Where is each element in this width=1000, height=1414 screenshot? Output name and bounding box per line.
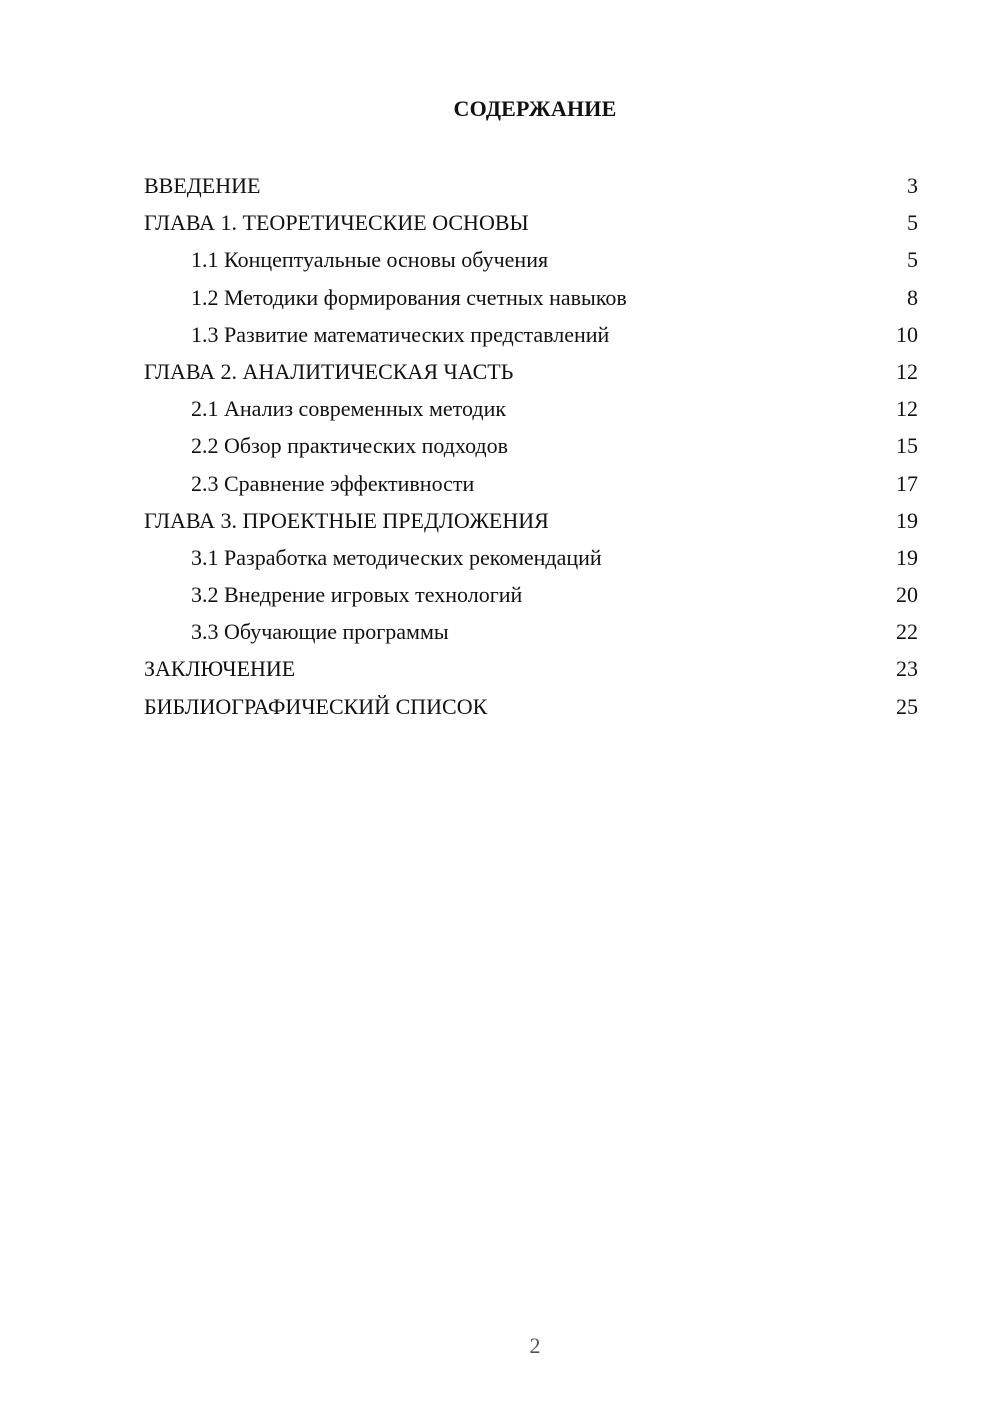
toc-chapter-entry[interactable]: [144, 502, 918, 539]
toc-entry-label: 1.3 Развитие математических представлений: [191, 321, 610, 347]
toc-entry-page: 12: [896, 358, 918, 384]
toc-entry-label: 1.2 Методики формирования счетных навыков: [191, 284, 627, 310]
toc-section-entry[interactable]: [144, 390, 918, 427]
toc-section-entry[interactable]: [144, 316, 918, 353]
toc-entry-label: ЗАКЛЮЧЕНИЕ: [144, 656, 296, 682]
toc-heading: СОДЕРЖАНИЕ: [453, 96, 617, 121]
toc-section-entry[interactable]: [144, 241, 918, 278]
toc-entry-page: 22: [896, 619, 918, 645]
table-of-contents: [144, 167, 918, 725]
toc-entry-label: 1.1 Концептуальные основы обучения: [191, 247, 549, 273]
toc-entry-label: ГЛАВА 3. ПРОЕКТНЫЕ ПРЕДЛОЖЕНИЯ: [144, 507, 549, 533]
toc-section-entry[interactable]: [144, 465, 918, 502]
toc-chapter-entry[interactable]: [144, 353, 918, 390]
toc-entry-label: БИБЛИОГРАФИЧЕСКИЙ СПИСОК: [144, 693, 488, 719]
toc-entry-label: ГЛАВА 1. ТЕОРЕТИЧЕСКИЕ ОСНОВЫ: [144, 210, 529, 236]
toc-chapter-entry[interactable]: [144, 688, 918, 725]
toc-entry-page: 17: [896, 470, 918, 496]
toc-entry-label: 3.1 Разработка методических рекомендаций: [191, 544, 602, 570]
toc-chapter-entry[interactable]: [144, 167, 918, 204]
toc-entry-page: 12: [896, 396, 918, 422]
toc-entry-label: 2.3 Сравнение эффективности: [191, 470, 475, 496]
toc-entry-page: 23: [896, 656, 918, 682]
toc-entry-label: 2.1 Анализ современных методик: [191, 396, 507, 422]
toc-section-entry[interactable]: [144, 539, 918, 576]
toc-entry-page: 19: [896, 544, 918, 570]
toc-entry-page: 15: [896, 433, 918, 459]
toc-entry-page: 5: [907, 247, 918, 273]
toc-chapter-entry[interactable]: [144, 650, 918, 687]
toc-entry-page: 8: [907, 284, 918, 310]
page-number: 2: [529, 1333, 541, 1358]
toc-section-entry[interactable]: [144, 279, 918, 316]
toc-entry-label: 3.2 Внедрение игровых технологий: [191, 582, 523, 608]
toc-section-entry[interactable]: [144, 576, 918, 613]
toc-section-entry[interactable]: [144, 427, 918, 464]
toc-entry-page: 3: [907, 173, 918, 198]
toc-entry-page: 10: [896, 321, 918, 347]
toc-chapter-entry[interactable]: [144, 204, 918, 241]
toc-entry-page: 5: [907, 210, 918, 236]
toc-entry-page: 20: [896, 582, 918, 608]
toc-entry-page: 25: [896, 693, 918, 719]
toc-entry-label: ГЛАВА 2. АНАЛИТИЧЕСКАЯ ЧАСТЬ: [144, 358, 514, 384]
toc-section-entry[interactable]: [144, 613, 918, 650]
toc-entry-page: 19: [896, 507, 918, 533]
toc-entry-label: ВВЕДЕНИЕ: [144, 173, 261, 198]
toc-entry-label: 3.3 Обучающие программы: [191, 619, 449, 645]
toc-entry-label: 2.2 Обзор практических подходов: [191, 433, 509, 459]
